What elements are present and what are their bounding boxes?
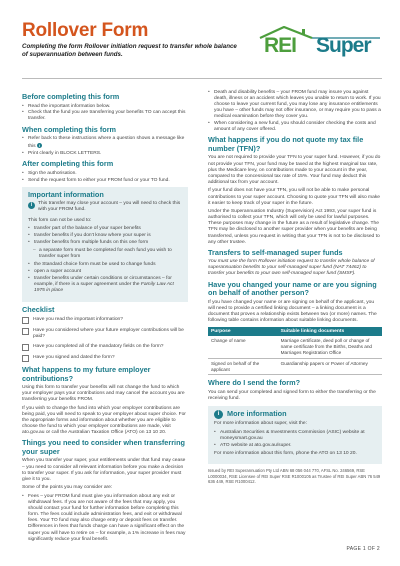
table-row (208, 336, 382, 358)
smsf-heading: Transfers to self-managed super funds (208, 247, 343, 257)
important-note: i This transfer may close your account – you will need to check this with your FROM fund. (28, 201, 182, 216)
checklist-item[interactable]: Have you completed all of the mandatory fields on the form? (22, 344, 188, 351)
more-info-intro: For more information about super, visit the: (214, 421, 307, 427)
consider-heading: Things you need to consider when transferring your super (22, 438, 185, 456)
list-item: • Check that the fund you are transferring your benefits TO can accept this transfer. (22, 110, 188, 122)
list-item: • Send the request form to either your FROM fund or your TO fund. (22, 178, 188, 184)
info-icon: i (28, 202, 35, 209)
list-item: • Read the important information below. (22, 104, 188, 110)
table-row (208, 358, 382, 375)
info-icon: i (214, 410, 223, 419)
list-item: • transfer part of the balance of your super benefits (28, 226, 182, 232)
more-info-title: i More information (214, 410, 376, 419)
list-item: • transfer benefits if you don't know where your super is (28, 233, 182, 239)
checklist-item[interactable]: Have you signed and dated the form? (22, 355, 188, 362)
checkbox[interactable] (22, 355, 29, 362)
logo-text-rei: REI (264, 34, 297, 57)
name-change-p1: If you have changed your name or are signing on behalf of the applicant, you will need to provide a certified linking document – a linking document is a document that proves a relationship exists between two (or more) names. The following table contains information about suitable linking documents. (208, 299, 377, 323)
future-p2: If you wish to change the fund into which your employer contributions are being paid, you will need to speak to your employer about super choice. For the appropriate forms and information about whether you are eligible to choose the fund to which your employer contributions are made, visit ato.gov.au or call the Australian Taxation Office (ATO) on 13 10 20. (22, 406, 186, 436)
important-list (28, 226, 182, 246)
consider-p1: When you transfer your super, your entitlements under that fund may cease – you need to consider all relevant information before you make a decision to transfer your super. If you ask for information, your super provider must give it to you. (22, 458, 186, 482)
info-icon: i (38, 143, 41, 149)
more-info-outro: For more information about this form, phone the ATO on 13 10 20. (214, 450, 357, 456)
table-cell: Marriage certificate, deed poll or change of name certificate from the Births, Deaths and Marriages Registration Office (278, 336, 382, 358)
tfn-p3: Under the Superannuation Industry (Supervision) Act 1993, your super fund is authorised to collect your TFN, which will only be used for lawful purposes. These purposes may change in the future as a result of legislative change. The TFN may be disclosed to another super provider when your benefits are being transferred, unless you request in writing that your TFN is not to be disclosed to any other trustee. (208, 209, 380, 245)
checkbox[interactable] (22, 317, 29, 324)
checklist-item[interactable]: Have you read the important information? (22, 317, 188, 324)
after-heading: After completing this form (22, 159, 114, 169)
checkbox[interactable] (22, 328, 29, 335)
continued-list (208, 90, 382, 133)
table-header: Purpose (208, 327, 278, 336)
page-number: PAGE 1 OF 2 (346, 546, 380, 552)
list-item: • the Standard choice form must be used to change funds (28, 262, 182, 268)
tfn-p1: You are not required to provide your TFN to your super fund. However, if you do not provide your TFN, your fund may be taxed at the highest marginal tax rate, plus the Medicare levy, on contributions made to your account in the year, compared to the concessional tax rate of 15%. Your fund may deduct this additional tax from your account. (208, 155, 381, 185)
table-cell: Signed on behalf of the applicant (208, 358, 278, 375)
checkbox[interactable] (22, 344, 29, 351)
page-subtitle: Completing the form Rollover initiation request to transfer whole balance of superannuation between funds. (22, 43, 237, 58)
before-heading: Before completing this form (22, 92, 120, 101)
list-item: • Fees – your FROM fund must give you information about any exit or withdrawal fees. If you are not aware of the fees that may apply, you should contact your fund for further information before completing this form. The fees could include administration fees, and exit or withdrawal fees. Your TO fund may also charge entry or deposit fees on transfer. Differences in fees that funds charge can have a significant effect on the super you will have to retire on – for example, a 1% increase in fees may significantly reduce your final benefit. (22, 494, 188, 543)
rei-super-logo (258, 26, 382, 60)
checklist-heading: Checklist (22, 304, 55, 314)
more-info-box (208, 406, 382, 464)
list-item: • Death and disability benefits – your FROM fund may insure you against death, illness or an accident which leaves you unable to return to work. If you choose to leave your current fund, you may lose any insurance entitlements you have – other funds may not offer insurance, or may require you to pass a medical examination before they cover you. (208, 90, 382, 120)
logo-text-super: Super (316, 34, 371, 57)
left-column (22, 90, 188, 545)
important-list-2 (28, 262, 182, 294)
smsf-p1: You must use the form Rollover initiation request to transfer whole balance of superannuation benefits to your self-managed super fund (NAT 74462) to transfer your benefits to your own self-managed super fund (SMSF). (208, 259, 375, 277)
before-list (22, 104, 188, 123)
future-p1: Using this form to transfer your benefits will not change the fund to which your employer pays your contributions and may cancel the account you are transferring your benefits FROM. (22, 385, 185, 403)
list-item: • transfer benefits under certain conditions or circumstances – for example, if there is a super agreement under the Family Law Act 1975 in place (28, 276, 182, 294)
send-heading: Where do I send the form? (208, 378, 301, 388)
linking-documents-table (208, 327, 382, 376)
important-intro: This form can not be used to: (28, 217, 92, 223)
table-header: Suitable linking documents (278, 327, 382, 336)
list-item: • ATO website at ato.gov.au/super. (214, 443, 376, 449)
table-header-row (208, 327, 382, 336)
consider-p2: Some of the points you may consider are: (22, 485, 113, 491)
list-item: – a separate form must be completed for each fund you wish to transfer super from (28, 248, 182, 260)
right-column (208, 90, 382, 487)
important-heading: Important information (28, 189, 104, 199)
list-item: • open a super account (28, 269, 182, 275)
list-item: • Print clearly in BLOCK LETTERS. (22, 151, 188, 157)
consider-list (22, 494, 188, 543)
when-list (22, 136, 188, 157)
checklist-item[interactable]: Have you considered where your future employer contributions will be paid? (22, 328, 188, 340)
list-item: • Refer back to these instructions where a question shows a message like this i (22, 136, 188, 150)
name-change-heading: Have you changed your name or are you signing on behalf of another person? (208, 279, 377, 298)
table-cell: Guardianship papers or Power of Attorney (278, 358, 382, 375)
important-info-box (22, 187, 188, 302)
send-p1: You can send your completed and signed form to either the transferring or the receiving fund. (208, 389, 376, 402)
fine-print: Issued by REI Superannuation Pty Ltd ABN 68 056 044 770, AFSL No. 246569, RSE L0000034, RSE Licensee of REI Super RSE R1000105 as Trustee of REI Super ABN 76 549 636 449, RSE R1000412. (208, 468, 381, 484)
tfn-p2: If your fund does not have your TFN, you will not be able to make personal contributions to your super account. Choosing to quote your TFN will also make it easier to keep track of your super in the future. (208, 188, 380, 206)
list-item: • Sign the authorisation. (22, 171, 188, 177)
tfn-heading: What happens if you do not quote my tax file number (TFN)? (208, 135, 364, 153)
list-item: • transfer benefits from multiple funds on this one form (28, 240, 182, 246)
header-divider (22, 78, 382, 79)
important-sub-list (28, 248, 182, 260)
when-heading: When completing this form (22, 124, 117, 134)
future-heading: What happens to my future employer contributions? (22, 365, 151, 383)
page-title: Rollover Form (22, 20, 149, 41)
list-item: • Australian Securities & Investments Commission (ASIC) website at moneysmart.gov.au (214, 430, 376, 442)
list-item: • When considering a new fund, you should consider checking the costs and amount of any cover offered. (208, 121, 382, 133)
after-list (22, 171, 188, 184)
more-info-list (214, 430, 376, 449)
table-cell: Change of name (208, 336, 278, 358)
